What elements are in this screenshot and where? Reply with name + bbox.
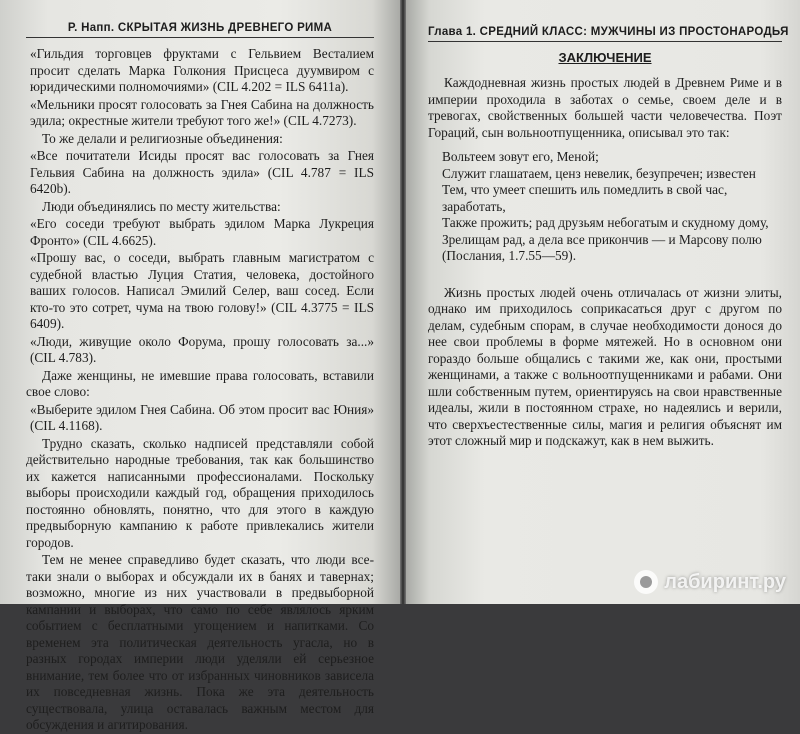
body-paragraph: Тем не менее справедливо будет сказать, что люди все-таки знали о выборах и обсуждали их в банях и тавернах; возможно, многие из них участвовали в предвыборной кампании и выборах, что само по себе являлось ярким событием с бесплатными угощением и напитками. Со временем эта политическая деятельность угасла, но в разных городах империи люди уделяли ей серьезное внимание, тем более что от избранных чиновников зависела их повседневная жизнь. Пока же эта деятельность существовала, улица оставалась важным местом для обсуждения и агитирования. bbox=[26, 552, 374, 732]
body-paragraph: Каждодневная жизнь простых людей в Древнем Риме и в империи проходила в заботах о семье, своем деле и в тревогах, свойственных большей части человечества. Поэт Гораций, сын вольноотпущенника, описывал это так: bbox=[428, 75, 782, 140]
verse-line: (Послания, 1.7.55—59). bbox=[442, 248, 577, 263]
inscription-quote: «Прошу вас, о соседи, выбрать главным магистратом с судебной властью Луция Статия, человека, достойного ваших голосов. Написал Эмилий Селер, ваш сосед. Если кто-то это сотрет, чума на твою голову!» (CIL 4.3775 = ILS 6409). bbox=[30, 250, 374, 331]
left-page bbox=[0, 0, 400, 732]
closing-text bbox=[428, 285, 782, 450]
inscription-quote: «Гильдия торговцев фруктами с Гельвием Весталием просит сделать Марка Голкония Присцеса дуумвиром с юридическими полномочиями» (CIL 4.202 = ILS 6411a). bbox=[30, 46, 374, 94]
right-page bbox=[406, 0, 800, 604]
inscription-quote: «Люди, живущие около Форума, прошу голосовать за...» (CIL 4.783). bbox=[30, 333, 374, 365]
verse-line: Зрелищам рад, а дела все прикончив — и Марсову полю bbox=[442, 231, 762, 247]
labirint-logo-icon bbox=[634, 570, 658, 594]
inscription-quote: «Его соседи требуют выбрать эдилом Марка Лукреция Фронто» (CIL 4.6625). bbox=[30, 216, 374, 248]
section-gap bbox=[428, 265, 782, 285]
right-running-head: Глава 1. СРЕДНИЙ КЛАСС: МУЖЧИНЫ ИЗ ПРОСТОНАРОДЬЯ bbox=[428, 26, 782, 42]
watermark-text: лабиринт.ру bbox=[664, 570, 786, 593]
site-watermark bbox=[634, 570, 786, 594]
left-page-text bbox=[26, 46, 374, 734]
inscription-quote: «Выберите эдилом Гнея Сабина. Об этом просит вас Юния» (CIL 4.1168). bbox=[30, 401, 374, 433]
body-paragraph: То же делали и религиозные объединения: bbox=[42, 130, 283, 146]
body-paragraph: Жизнь простых людей очень отличалась от жизни элиты, однако им приходилось соприкасаться друг с другом по делам, судебным спорам, в случае необходимости донося до нее свои проблемы в форме мятежей. Но в основном они гораздо больше общались с такими же, как они, простыми женщинами, а также с вольноотпущенниками и рабами. Они шли собственным путем, ориентируясь на свои нравственные идеалы, жили в постоянном страхе, но надеялись и верили, что сверхъестественные силы, магия и религия объяснят им этот сложный мир и подскажут, как в нем выжить. bbox=[428, 284, 782, 448]
intro-text bbox=[428, 75, 782, 141]
body-paragraph: Трудно сказать, сколько надписей представляли собой действительно народные требования, так как большинство их кажется написанными профессионалами. Поскольку выборы происходили каждый год, обращения приходилось постоянно обновлять, понятно, что для этого в каждую предвыборную кампанию к работе привлекались жители городов. bbox=[26, 435, 374, 550]
poem-quote bbox=[442, 149, 782, 265]
body-paragraph: Даже женщины, не имевшие права голосовать, вставили свое слово: bbox=[26, 367, 374, 399]
verse-line: Также прожить; рад друзьям небогатым и скудному дому, bbox=[442, 215, 769, 230]
left-running-head: Р. Напп. СКРЫТАЯ ЖИЗНЬ ДРЕВНЕГО РИМА bbox=[26, 22, 374, 38]
verse-line: Вольтеем зовут его, Меной; bbox=[442, 149, 599, 164]
verse-line: Тем, что умеет спешить иль помедлить в свой час, заработать, bbox=[442, 182, 728, 214]
body-paragraph: Люди объединялись по месту жительства: bbox=[42, 198, 281, 214]
inscription-quote: «Все почитатели Исиды просят вас голосовать за Гнея Гельвия Сабина на должность эдила» (CIL 4.787 = ILS 6420b). bbox=[30, 148, 374, 196]
section-title: ЗАКЛЮЧЕНИЕ bbox=[558, 50, 652, 65]
inscription-quote: «Мельники просят голосовать за Гнея Сабина на должность эдила; окрестные жители требуют того же!» (CIL 4.7273). bbox=[30, 96, 374, 128]
verse-line: Служит глашатаем, ценз невелик, безупречен; известен bbox=[442, 165, 756, 181]
